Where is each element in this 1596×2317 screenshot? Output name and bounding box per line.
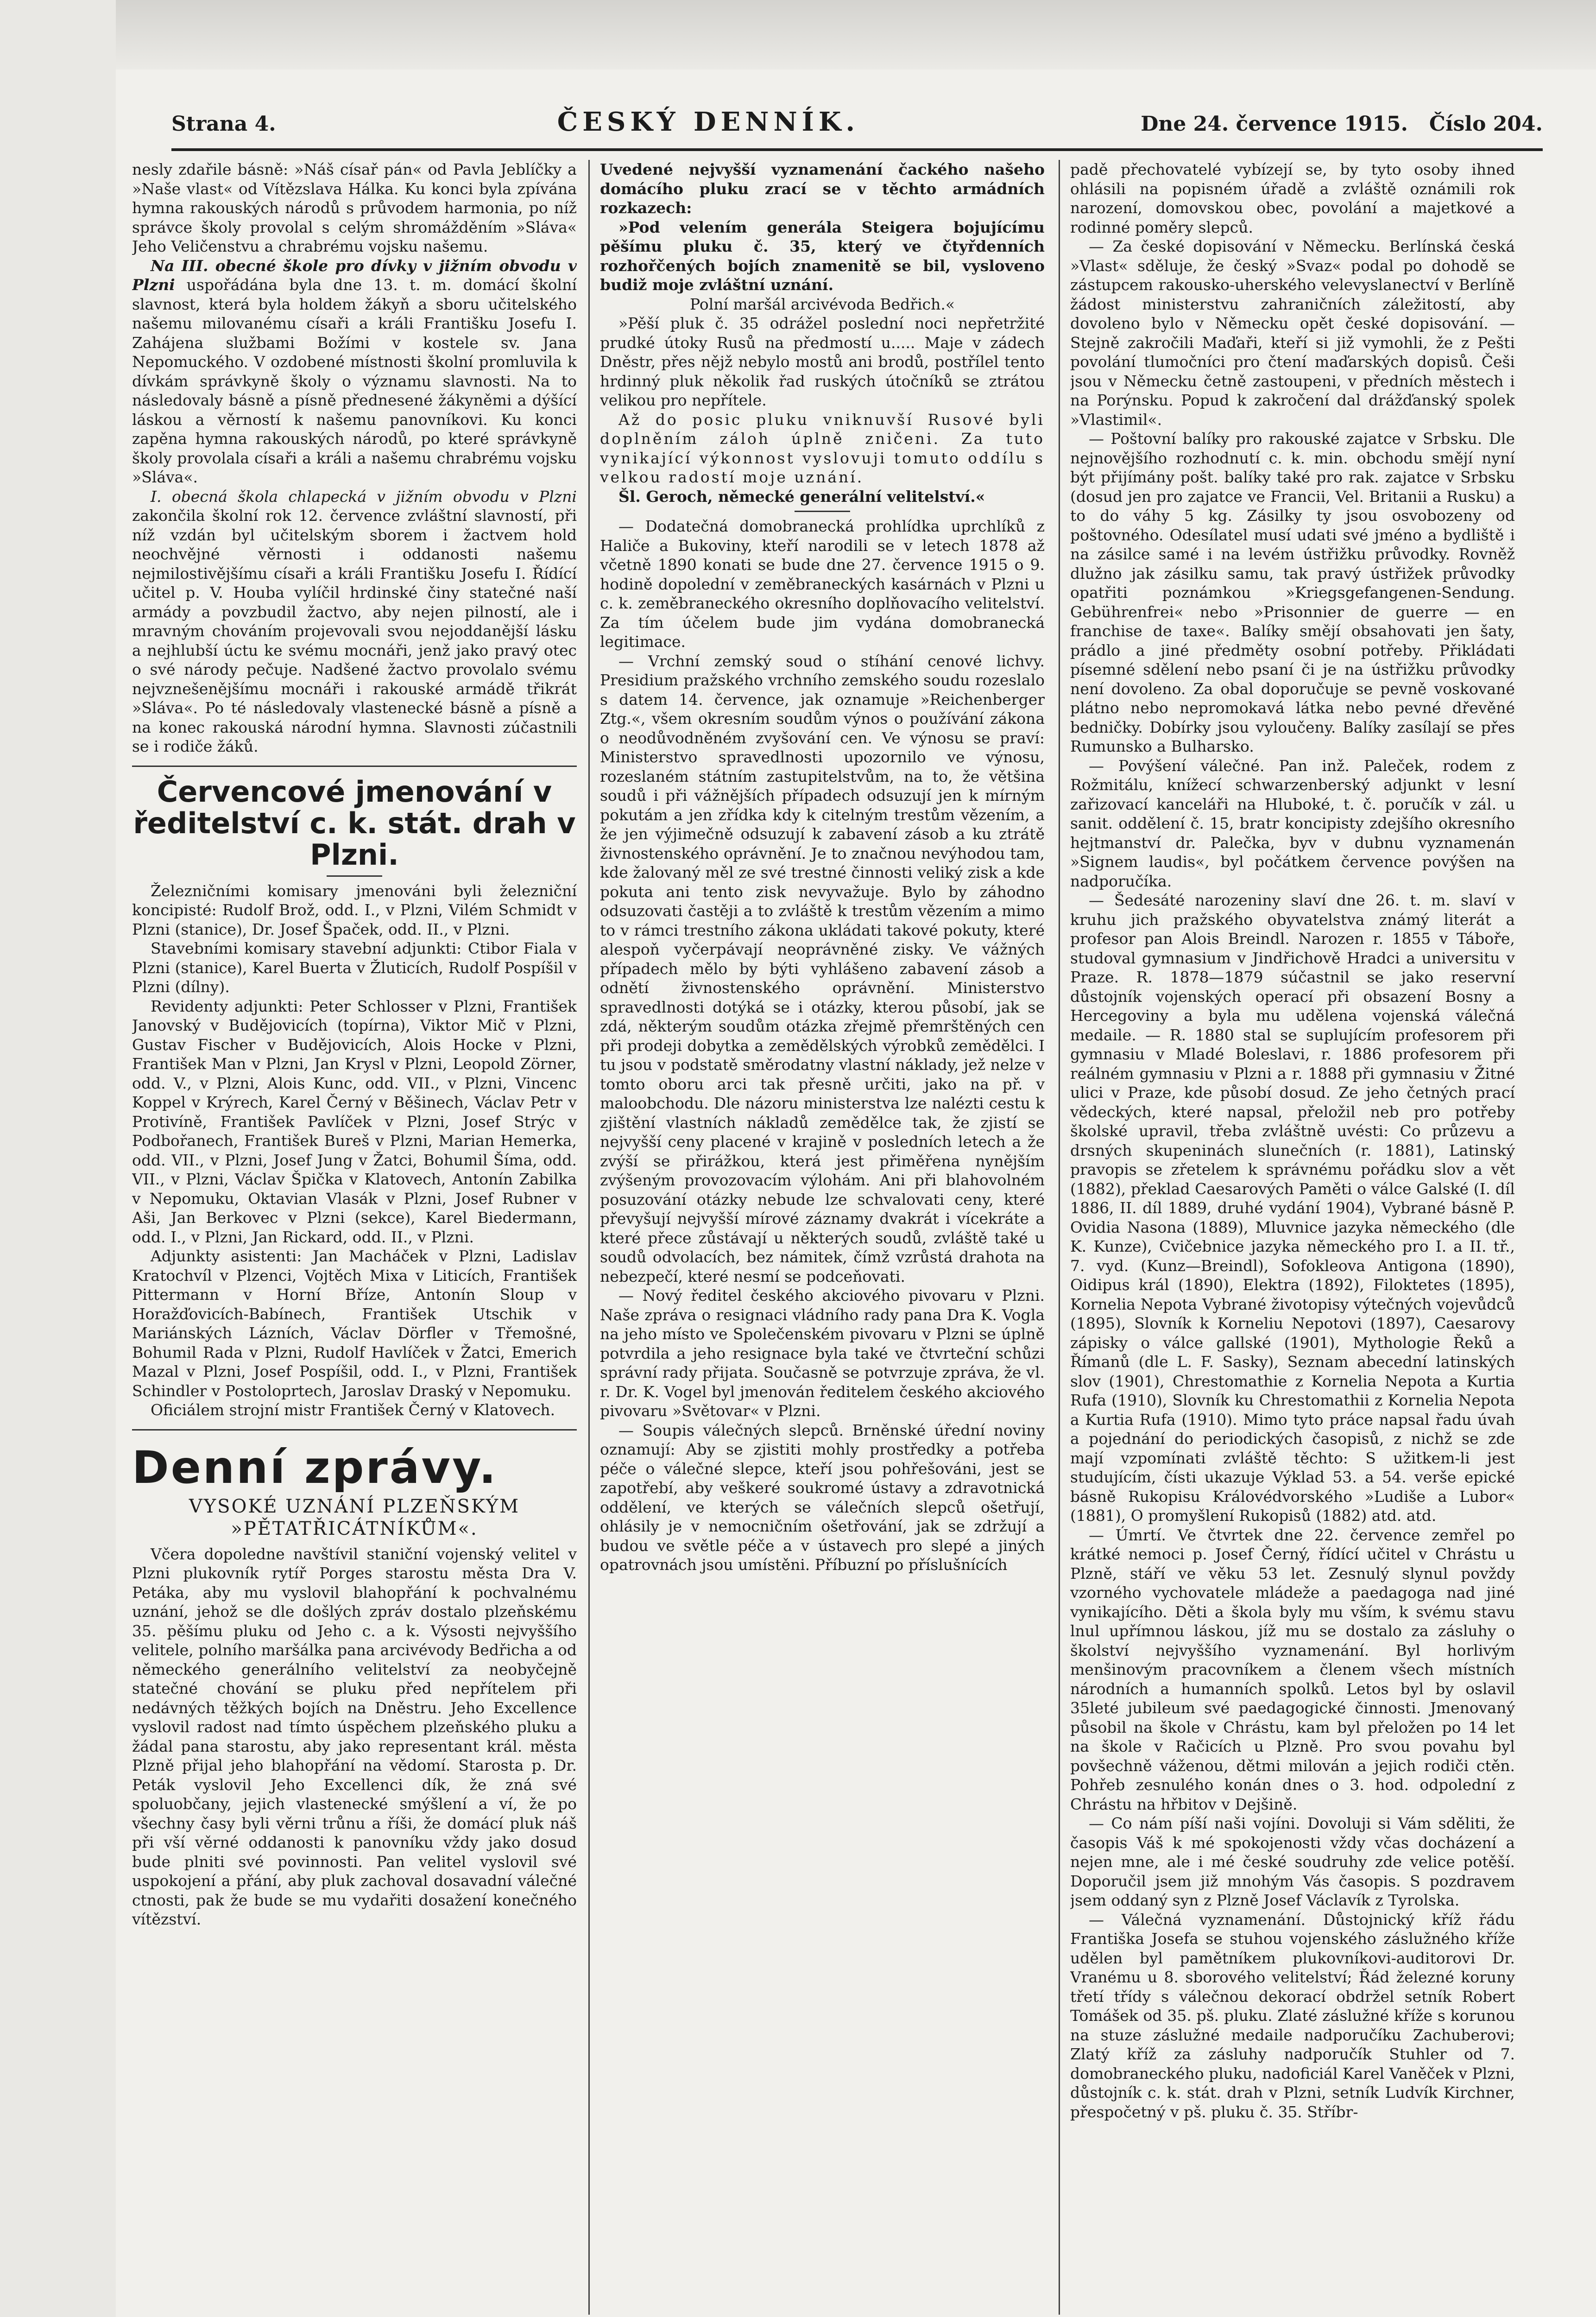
news-item: — Co nám píší naši vojíni. Dovoluji si Vám sděliti, že časopis Váš k mé spokojenosti vždy včas docházení a nejen mne, ale i mé české soudruhy zde velice potěší. Doporučil jsem již mnohým Vás časopis. S pozdravem jsem oddaný syn z Plzně Josef Václavík z Tyrolska. (1070, 1814, 1515, 1909)
news-item: — Povýšení válečné. Pan inž. Paleček, rodem z Rožmitálu, knížecí schwarzenberský adjunkt v lesní zařizovací kanceláři na Hluboké, t. č. poručík v zál. u sanit. oddělení č. 15, bratr koncipisty zdejšího okresního hejtmanství dr. Palečka, byv v dubnu vyznamenán »Signem laudis«, byl počátkem července povýšen na nadporučíka. (1070, 756, 1515, 890)
article-lead: Na III. obecné škole pro dívky v jižním obvodu v Plzni (132, 256, 577, 294)
page-number: Strana 4. (171, 112, 276, 136)
issue-number: Číslo 204. (1429, 112, 1543, 136)
news-item: — Soupis válečných slepců. Brněnské úřední noviny oznamují: Aby se zjistiti mohly prostředky a potřeba péče o válečné slepce, kteří jsou pohřešováni, jest se zapotřebí, aby veškeré soukromé ústavy a zdravotnická oddělení, ve kterých se válečních slepců ošetřují, ohlásily je v nemocničním ošetřování, jak se zdržují a budou ve světle péče a v ústavech pro slepé a jiných opatrovnách jsou umístěni. Příbuzní po příslušnících (600, 1421, 1045, 1574)
article-paragraph: Stavebními komisary stavební adjunkti: Ctibor Fiala v Plzni (stanice), Karel Buerta v Žluticích, Rudolf Pospíšil v Plzni (dílny). (132, 939, 577, 996)
quote-paragraph: »Pěší pluk č. 35 odrážel poslední noci nepřetržité prudké útoky Rusů na předmostí u..... Maje v zádech Dněstr, přes nějž nebylo mostů ani brodů, postřílel tento hrdinný pluk několik řad ruských útočníků se ztrátou velikou pro nepřítele. (600, 314, 1045, 409)
article-text: uspořádána byla dne 13. t. m. domácí školní slavnost, která byla holdem žákyň a sboru učitelského našemu milovanému císaři a králi Františku Josefu I. Zahájena službami Božími v kostele sv. Jana Nepomuckého. V ozdobené místnosti školní promluvila k dívkám správkyně školy o významu slavnosti. Na to následovaly básně a písně přednesené žákyněmi a dýšící láskou a věrností k našemu panovníkovi. Ku konci zapěna hymna rakouských národů, po které správkyně školy provolala císaři a králi a našemu chrabrému vojsku »Sláva«. (132, 276, 577, 486)
column-1 (132, 160, 577, 2315)
short-rule (795, 511, 850, 512)
article-paragraph (132, 256, 577, 487)
column-3 (1070, 160, 1515, 2315)
quote-signature: Polní maršál arcivévoda Bedřich.« (689, 295, 955, 313)
section-rule (132, 1429, 577, 1431)
article-lead: I. obecná škola chlapecká v jižním obvodu v Plzni (151, 487, 577, 506)
article-paragraph: Železničními komisary jmenováni byli železniční koncipisté: Rudolf Brož, odd. I., v Plzni, Vilém Schmidt v Plzni (stanice), Dr. Josef Špaček, odd. II., v Plzni. (132, 881, 577, 938)
quote-paragraph: Až do posic pluku vniknuvší Rusové byli doplněním záloh úplně zničeni. Za tuto vynikající výkonnost vyslovuji tomuto oddílu s velkou radostí moje uznání. (600, 410, 1045, 486)
article-paragraph: Adjunkty asistenti: Jan Macháček v Plzni, Ladislav Kratochvíl v Plzenci, Vojtěch Mixa v Liticích, František Pittermann v Horní Bříze, Antonín Sloup v Horažďovicích-Babínech, František Utschik v Mariánských Lázních, Václav Dörfler v Třemošné, Bohumil Rada v Plzni, Rudolf Havlíček v Žatci, Emerich Mazal v Plzni, Josef Pospíšil, odd. I., v Plzni, František Schindler v Postoloprtech, Jaroslav Draský v Nepomuku. (132, 1247, 577, 1400)
article-paragraph: nesly zdařile básně: »Náš císař pán« od Pavla Jeblíčky a »Naše vlast« od Vítězslava Hálka. Ku konci byla zpívána hymna rakouských národů s průvodem harmonia, po níž správce školy provolal s celým shromážděním »Sláva« Jeho Veličenstvu a chrabrému vojsku našemu. (132, 160, 577, 255)
quote-paragraph: »Pod velením generála Steigera bojujícímu pěšímu pluku č. 35, který ve čtyřdenních rozhořčených bojích znamenitě se bil, vysloveno budiž moje zvláštní uznání. (600, 218, 1045, 294)
article-paragraph: Oficiálem strojní mistr František Černý v Klatovech. (151, 1401, 555, 1419)
column-2 (600, 160, 1045, 2315)
issue-date: Dne 24. července 1915. (1141, 112, 1408, 136)
news-item: — Dodatečná domobranecká prohlídka uprchlíků z Haliče a Bukoviny, kteří narodili se v letech 1878 až včetně 1890 konati se bude dne 27. července 1915 o 9. hodině dopolední v zeměbraneckých kasárnách v Plzni u c. k. zeměbraneckého okresního doplňovacího velitelství. Za tím účelem bude jim vydána domobranecká legitimace. (600, 517, 1045, 651)
masthead (171, 107, 1543, 148)
article-text: zakončila školní rok 12. července zvláštní slavností, při níž vzdán byl učitelským sborem i žactvem hold neochvějné věrnosti i oddanosti našemu nejmilostivějšímu císaři a králi Františku Josefu I. Řídící učitel p. V. Houba vylíčil hrdinské činy statečné naší armády a povzbudil žactvo, aby nejen pilností, ale i mravným chováním projevovali svou nejoddanější lásku a nejhlubší úctu ke svému mocnáři, jenž jako pravý otec o své národy pečuje. Nadšené žactvo provolalo svému nejvznešenějšímu mocnáři i rakouské armádě třikrát »Sláva«. Po té následovaly vlastenecké básně a písně a na konec rakouská národní hymna. Slavnosti zúčastnili se i rodiče žáků. (132, 506, 577, 755)
section-rule (132, 766, 577, 767)
quote-signature: Šl. Geroch, německé generální velitelství.« (618, 487, 985, 506)
masthead-rule (171, 148, 1543, 151)
article-paragraph: Revidenty adjunkti: Peter Schlosser v Plzni, František Janovský v Budějovicích (topírna), Viktor Mič v Plzni, Gustav Fischer v Budějovicích, Alois Hocke v Plzni, František Man v Plzni, Jan Krysl v Plzni, Leopold Zörner, odd. V., v Plzni, Alois Kunc, odd. VII., v Plzni, Vincenc Koppel v Krýrech, Karel Černý v Běšinech, Václav Petr v Protivíně, František Pavlíček v Plzni, Josef Strýc v Podbořanech, František Bureš v Plzni, Marian Hemerka, odd. VII., v Plzni, Josef Jung v Žatci, Bohumil Šíma, odd. VII., v Plzni, Václav Špička v Klatovech, Antonín Zabilka v Nepomuku, Oktavian Vlasák v Plzni, Josef Rubner v Aši, Jan Berkovec v Plzni (sekce), Karel Biedermann, odd. I., v Plzni, Jan Rickard, odd. II., v Plzni. (132, 997, 577, 1246)
column-divider-2 (1059, 160, 1060, 2315)
headline-daily-news: Denní zprávy. (132, 1441, 498, 1494)
news-item: — Poštovní balíky pro rakouské zajatce v Srbsku. Dle nejnovějšího rozhodnutí c. k. min. obchodu smějí nyní být přijímány pošt. balíky také pro rak. zajatce v Srbsku (dosud jen pro zajatce ve Francii, Vel. Britanii a Rusku) a to do váhy 5 kg. Zásilky ty jsou osvobozeny od poštovného. Odesílatel musí udati své jméno a bydliště i na zásilce samé i na levém ústřižku průvodky. Rovněž dlužno jak zásilku samu, tak pravý ústřižek průvodky opatřiti poznámkou »Kriegsgefangenen-Sendung. Gebührenfrei« nebo »Prisonnier de guerre — en franchise de taxe«. Balíky smějí obsahovati jen šaty, prádlo a jiné předměty osobní potřeby. Přikládati písemné sdělení nebo psaní či je na ústřižku průvodky není dovoleno. Za obal doporučuje se pevně voskované plátno nebo nepromokavá látka nebo pevné dřevěné bedničky. Dobírky jsou vyloučeny. Balíky zasílají se přes Rumunsko a Bulharsko. (1070, 430, 1515, 755)
article-paragraph: Uvedené nejvyšší vyznamenání čackého našeho domácího pluku zrací se v těchto armádních rozkazech: (600, 160, 1045, 217)
news-item: — Vrchní zemský soud o stíhání cenové lichvy. Presidium pražského vrchního zemského soudu rozeslalo s datem 14. července, jak oznamuje »Reichenberger Ztg.«, všem okresním soudům výnos o používání zákona o neodůvodněném zvyšování cen. Ve výnosu se praví: Ministerstvo spravedlnosti upozornilo ve výnosu, rozeslaném státním zastupitelstvům, na to, že většina soudů i při vážnějších případech odsuzují jen k mírným pokutám a jen zřídka kdy k citelným trestům vězením, a že jen výjimečně odsuzují k zabavení zásob a ku ztrátě živnostenského oprávnění. Je to značnou nevýhodou tam, kde žalovaný měl ze své trestné činnosti veliký zisk a kde pokuta ani tento zisk nevyvažuje. Bylo by záhodno odsuzovati častěji a to zvláště k trestům vězením a mimo to v rámci trestního zákona ukládati takové pokuty, které alespoň vyčerpávají neoprávněné zisky. Ve vážných případech mělo by býti vyhlášeno zabavení zásob a odnětí živnostenského oprávnění. Ministerstvo spravedlnosti dotýká se i otázky, kterou působí, jak se zdá, některým soudům otázka zřejmě přemrštěných cen při prodeji dobytka a zemědělských výrobků zemědělci. I tu jsou v podstatě směrodatny vlastní náklady, jež nelze v tomto oboru arci tak přesně určiti, jako na př. v maloobchodu. Dle názoru ministerstva lze nalézti cestu k zjištění vlastních nákladů zemědělce tak, že zjistí se nejvyšší ceny placené v krajině v posledních letech a že zvýší se přirážkou, která jest přiměřena nynějším zvýšeným provozovacím výlohám. Ani při blahovolném posuzování otázky nebude lze schvalovati ceny, které převyšují nejvyšší mírové záznamy dvakrát i vícekráte a které přece zůstávají u některých soudů, zvláště také u soudů odvolacích, bez námitek, čímž vzrůstá drahota na nebezpečí, které nesmí se podceňovati. (600, 652, 1045, 1285)
news-item: — Válečná vyznamenání. Důstojnický kříž řádu Františka Josefa se stuhou vojenského záslužného kříže udělen byl pamětníkem plukovníkovi-auditorovi Dr. Vranému u 8. sborového velitelství; Řád železné koruny třetí třídy s válečnou dekorací obdržel setník Robert Tomášek od 35. pš. pluku. Zlaté záslužné kříže s korunou na stuze záslužné medaile nadporučíku Zachuberovi; Zlatý kříž za zásluhy nadporučík Stuhler od 7. domobraneckého pluku, nadoficiál Karel Vaněček v Plzni, důstojník c. k. stát. drah v Plzni, setník Ludvík Kirchner, přespočetný v pš. pluku č. 35. Stříbr- (1070, 1910, 1515, 2121)
column-divider-1 (588, 160, 590, 2315)
headline-railway: Červencové jmenování v ředitelství c. k. stát. drah v Plzni. (133, 774, 576, 872)
masthead-right (1141, 112, 1543, 136)
subheadline: VYSOKÉ UZNÁNÍ PLZEŇSKÝM »PĚTATŘICÁTNÍKŮM«. (189, 1495, 520, 1539)
news-item: — Šedesáté narozeniny slaví dne 26. t. m. slaví v kruhu jich pražského obyvatelstva známý literát a profesor pan Alois Breindl. Narozen r. 1855 v Táboře, studoval gymnasium v Jindřichově Hradci a universitu v Praze. R. 1878—1879 súčastnil se jako reservní důstojník vojenských operací při obsazení Bosny a Hercegoviny a byla mu udělena vojenská válečná medaile. — R. 1880 stal se suplujícím profesorem při gymnasiu v Mladé Boleslavi, r. 1886 profesorem při reálném gymnasiu v Plzni a r. 1888 při gymnasiu v Žitné ulici v Praze, kde působí dosud. Ze jeho četných prací vědeckých, které napsal, přeložil neb pro potřeby školské upravil, třeba zvláštně uvésti: Co průzevu a drsných skupeninách slunečních (r. 1881), Latinský pravopis se zřetelem k správnému pořádku slov a vět (1882), překlad Caesarových Paměti o válce Galské (I. díl 1886, II. díl 1889, druhé vydání 1904), Vybrané básně P. Ovidia Nasona (1889), Mluvnice jazyka německého (dle K. Kunze), Cvičebnice jazyka německého pro I. a II. tř., 7. vyd. (Kunz—Breindl), Sofokleova Antigona (1890), Oidipus král (1890), Elektra (1892), Filoktetes (1895), Kornelia Nepota Vybrané životopisy výtečných vojevůdců (1895), Slovník k Korneliu Nepotovi (1897), Caesarovy zápisky o válce gallské (1901), Mythologie Řeků a Římanů (dle L. F. Sasky), Seznam abecední latinských slov (1901), Chrestomathie z Kornelia Nepota a Kurtia Rufa (1910), Slovník ku Chrestomathii z Kornelia Nepota a Kurtia Rufa (1910). Mimo tyto práce napsal řadu úvah a pojednání do periodických časopisů, z nichž se zde mají vzpomínati zvláště těchto: S užitkem-li jest studujícím, čísti ukazuje Výklad 53. a 54. verše epické básně Rukopisu Královédvorského »Ludiše a Lubor« (1881), O promyšlení Rukopisů (1882) atd. atd. (1070, 891, 1515, 1525)
newspaper-page (116, 0, 1596, 2317)
scan-margin (116, 0, 1596, 70)
news-item: — Za české dopisování v Německu. Berlínská česká »Vlast« sděluje, že český »Svaz« podal po dohodě se zástupcem rakousko-uherského velevyslanectví v Berlíně žádost ministerstvu zahraničních záležitostí, aby dovoleno bylo v Německu opět české dopisování. — Stejně zakročili Maďaři, kteří si již vymohli, že z Pešti povolání tlumočníci pro čtení maďarských dopisů. Češi jsou v Německu četně zastoupeni, v předních městech i na Porýnsku. Popud k zakročení dal drážďanský spolek »Vlastimil«. (1070, 237, 1515, 429)
short-rule (327, 875, 382, 877)
article-paragraph (132, 487, 577, 756)
newspaper-title: ČESKÝ DENNÍK. (557, 107, 860, 137)
news-item: — Úmrtí. Ve čtvrtek dne 22. července zemřel po krátké nemoci p. Josef Černý, řídící učitel v Chrástu u Plzně, stáří ve věku 53 let. Zesnulý slynul povždy vzorného vychovatele mládeže a paedagoga nad jiné vynikajícího. Děti a škola byly mu vším, k svému stavu lnul upřímnou láskou, jíž mu se dostalo za zásluhy o školství nejvyššího vyznamenání. Byl horlivým menšinovým pracovníkem a členem všech místních národních a humanních spolků. Letos byl by oslavil 35leté jubileum své paedagogické činnosti. Jmenovaný působil na škole v Chrástu, kam byl přeložen po 14 let na škole v Račicích u Plzně. Pro svou povahu byl povšechně váženou, dětmi milován a jejich rodiči ctěn. Pohřeb zesnulého konán dnes o 3. hod. odpolední z Chrástu na hřbitov v Dejšině. (1070, 1526, 1515, 1813)
article-paragraph: Včera dopoledne navštívil staniční vojenský velitel v Plzni plukovník rytíř Porges starostu města Dra V. Petáka, aby mu vyslovil blahopřání k pochvalnému uznání, jehož se dle došlých zpráv dostalo plzeňskému 35. pěšímu pluku od Jeho c. a k. Výsosti nejvyššího velitele, polního maršálka pana arcivévody Bedřicha a od německého generálního velitelství za neobyčejně statečné chování se pluku před nepřítelem při nedávných těžkých bojích na Dněstru. Jeho Excellence vyslovil radost nad tímto úspěchem plzeňského pluku a žádal pana starostu, aby jako representant král. města Plzně přijal jeho blahopřání na vědomí. Starosta p. Dr. Peták vyslovil Jeho Excellenci dík, že zná své spoluobčany, jejich vlastenecké smýšlení a ví, že po všechny časy byli věrni trůnu a říši, že domácí pluk náš při vší věrné oddanosti k panovníku vždy jako dosud bude plniti své povinnosti. Pan velitel vyslovil své uspokojení a přání, aby pluk zachoval dosavadní válečné ctnosti, pak že bude se mu vydařiti dosažení konečného vítězství. (132, 1545, 577, 1928)
news-item: — Nový ředitel českého akciového pivovaru v Plzni. Naše zpráva o resignaci vládního rady pana Dra K. Vogla na jeho místo ve Společenském pivovaru v Plzni se úplně potvrdila a jeho resignace byla také ve čtvrteční schůzi správní rady přijata. Současně se potvrzuje zpráva, že vl. r. Dr. K. Vogel byl jmenován ředitelem českého akciového pivovaru »Světovar« v Plzni. (600, 1286, 1045, 1420)
news-item: padě přechovatelé vybízejí se, by tyto osoby ihned ohlásili na popisném úřadě a zvláště oznámili rok narození, domovskou obec, povolání a majetkové a rodinné poměry slepců. (1070, 160, 1515, 236)
